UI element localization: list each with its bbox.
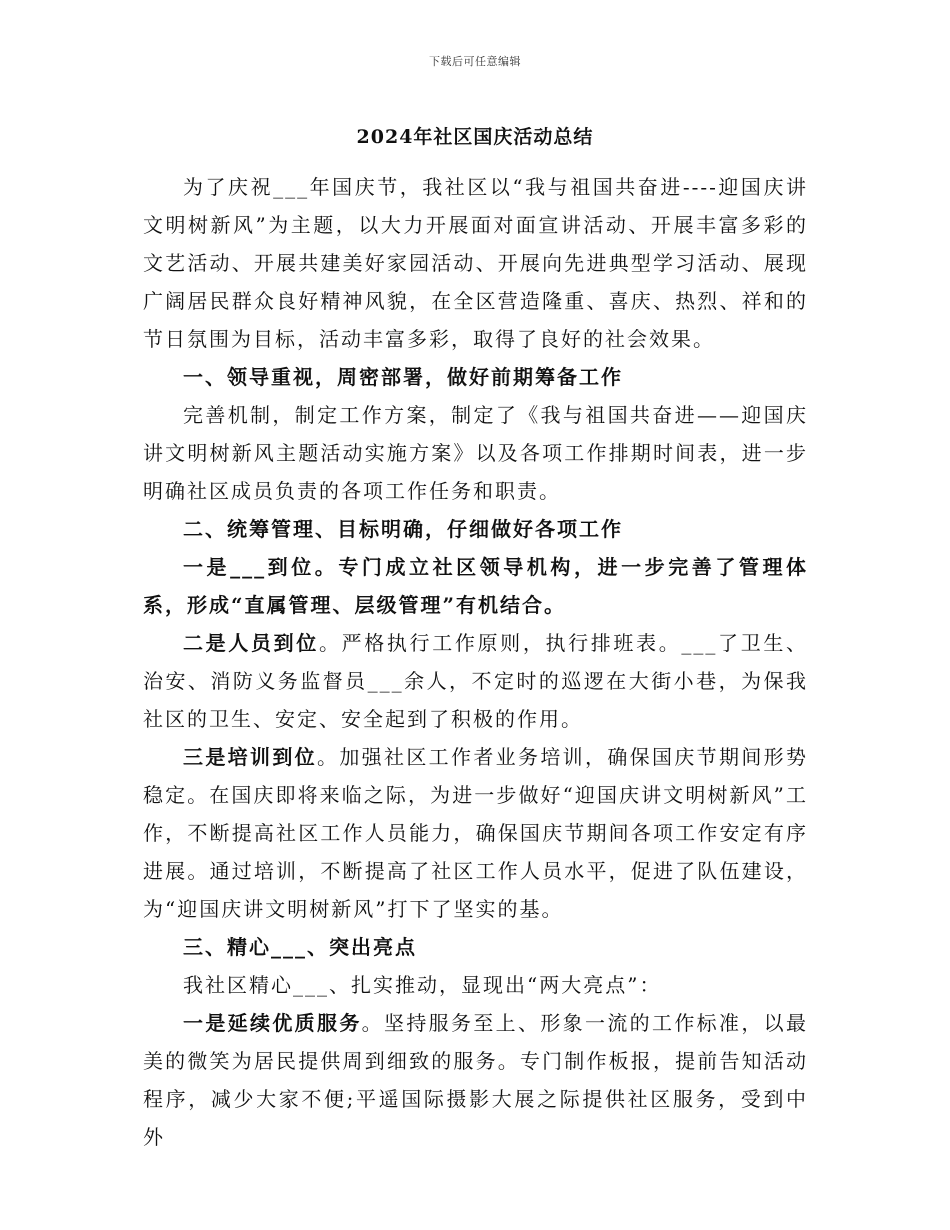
section-heading-2: 二、统筹管理、目标明确，仔细做好各项工作 xyxy=(183,517,623,541)
header-note: 下载后可任意编辑 xyxy=(429,55,521,68)
point-2-body: 。严格执行工作原则，执行排班表。___了卫生、治安、消防义务监督员___余人，不定时的巡逻在大街小巷，为保我社区的卫生、安定、安全起到了积极的作用。 xyxy=(143,631,809,731)
section-1-paragraph: 完善机制，制定工作方案，制定了《我与祖国共奋进——迎国庆讲文明树新风主题活动实施方案》以及各项工作排期时间表，进一步明确社区成员负责的各项工作任务和职责。 xyxy=(143,403,808,503)
section-2-point-3 xyxy=(143,738,808,928)
point-2-lead: 二是人员到位 xyxy=(183,631,319,655)
document-body xyxy=(143,168,808,1156)
section-heading-3: 三、精心___、突出亮点 xyxy=(183,935,417,959)
highlight-1-body: 。坚持服务至上、形象一流的工作标准，以最美的微笑为居民提供周到细致的服务。专门制作板报，提前告知活动程序，减少大家不便;平遥国际摄影大展之际提供社区服务，受到中外 xyxy=(143,1011,809,1149)
section-2-point-2 xyxy=(143,624,808,738)
document-title: 2024年社区国庆活动总结 xyxy=(356,126,594,148)
point-3-body: 。加强社区工作者业务培训，确保国庆节期间形势稳定。在国庆即将来临之际，为进一步做好“迎国庆讲文明树新风”工作，不断提高社区工作人员能力，确保国庆节期间各项工作安定有序进展。通过培训，不断提高了社区工作人员水平，促进了队伍建设，为“迎国庆讲文明树新风”打下了坚实的基。 xyxy=(143,745,808,921)
highlight-1-lead: 一是延续优质服务 xyxy=(183,1011,362,1035)
section-3-intro: 我社区精心___、扎实推动，显现出“两大亮点”： xyxy=(183,973,662,997)
section-3-point-1 xyxy=(143,1004,808,1156)
intro-paragraph: 为了庆祝___年国庆节，我社区以“我与祖国共奋进----迎国庆讲文明树新风”为主题，以大力开展面对面宣讲活动、开展丰富多彩的文艺活动、开展共建美好家园活动、开展向先进典型学习活动、展现广阔居民群众良好精神风貌，在全区营造隆重、喜庆、热烈、祥和的节日氛围为目标，活动丰富多彩，取得了良好的社会效果。 xyxy=(143,175,808,351)
section-2-point-1: 一是___到位。专门成立社区领导机构，进一步完善了管理体系，形成“直属管理、层级管理”有机结合。 xyxy=(143,555,808,617)
point-3-lead: 三是培训到位 xyxy=(183,745,317,769)
section-heading-1: 一、领导重视，周密部署，做好前期筹备工作 xyxy=(183,365,623,389)
